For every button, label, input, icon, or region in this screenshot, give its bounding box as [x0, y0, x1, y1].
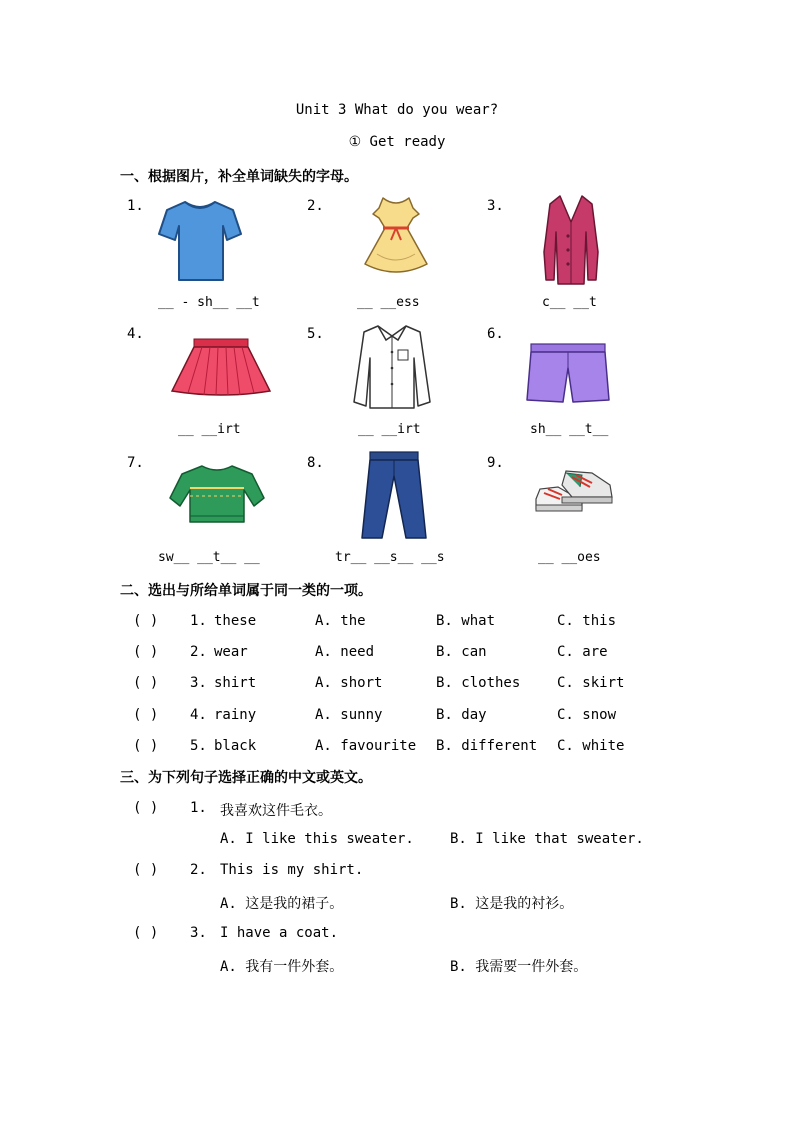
question-text: I have a coat.	[220, 925, 339, 941]
skirt-icon	[168, 337, 274, 399]
answer-blank[interactable]: ( )	[133, 613, 159, 629]
dress-icon	[357, 194, 435, 282]
item-number: 5.	[307, 326, 324, 342]
option-c: C. this	[557, 613, 617, 629]
option-a: A. favourite	[315, 738, 417, 754]
question-number: 5.	[190, 738, 207, 754]
option-a: A. short	[315, 675, 383, 691]
question-text: This is my shirt.	[220, 862, 364, 878]
answer-blank[interactable]: ( )	[133, 800, 159, 816]
section2-heading: 二、选出与所给单词属于同一类的一项。	[120, 583, 372, 599]
option-a: A. the	[315, 613, 366, 629]
option-a: A. sunny	[315, 707, 383, 723]
word-hint: __ __oes	[538, 550, 601, 565]
question-number: 1.	[190, 613, 207, 629]
question-number: 3.	[190, 675, 207, 691]
question-number: 1.	[190, 800, 207, 816]
option-a: A. 这是我的裙子。	[220, 896, 344, 912]
option-a: A. need	[315, 644, 375, 660]
word-hint: c__ __t	[542, 295, 597, 310]
option-b: B. 我需要一件外套。	[450, 959, 588, 975]
option-b: B. clothes	[436, 675, 521, 691]
shorts-icon	[525, 342, 611, 404]
option-a: A. I like this sweater.	[220, 831, 414, 847]
answer-blank[interactable]: ( )	[133, 862, 159, 878]
item-number: 6.	[487, 326, 504, 342]
given-word: wear	[214, 644, 248, 660]
option-b: B. what	[436, 613, 496, 629]
page-subtitle: ① Get ready	[348, 134, 446, 150]
item-number: 2.	[307, 198, 324, 214]
item-number: 4.	[127, 326, 144, 342]
sweater-icon	[168, 462, 266, 526]
word-hint: __ __ess	[357, 295, 420, 310]
question-text: 我喜欢这件毛衣。	[220, 803, 332, 819]
given-word: shirt	[214, 675, 257, 691]
answer-blank[interactable]: ( )	[133, 675, 159, 691]
answer-blank[interactable]: ( )	[133, 707, 159, 723]
shoes-icon	[532, 465, 616, 523]
answer-blank[interactable]: ( )	[133, 925, 159, 941]
question-number: 2.	[190, 862, 207, 878]
t-shirt-icon	[157, 196, 243, 286]
option-c: C. skirt	[557, 675, 625, 691]
coat-icon	[540, 192, 602, 288]
word-hint: __ __irt	[358, 422, 421, 437]
option-b: B. different	[436, 738, 538, 754]
shirt-icon	[350, 322, 434, 412]
item-number: 9.	[487, 455, 504, 471]
section1-heading: 一、根据图片，补全单词缺失的字母。	[120, 169, 358, 185]
given-word: these	[214, 613, 257, 629]
question-number: 3.	[190, 925, 207, 941]
given-word: black	[214, 738, 257, 754]
word-hint: tr__ __s__ __s	[335, 550, 445, 565]
question-number: 4.	[190, 707, 207, 723]
item-number: 7.	[127, 455, 144, 471]
item-number: 8.	[307, 455, 324, 471]
page-title: Unit 3 What do you wear?	[295, 102, 499, 118]
trousers-icon	[360, 450, 428, 542]
given-word: rainy	[214, 707, 257, 723]
answer-blank[interactable]: ( )	[133, 644, 159, 660]
option-c: C. white	[557, 738, 625, 754]
question-number: 2.	[190, 644, 207, 660]
section3-heading: 三、为下列句子选择正确的中文或英文。	[120, 770, 372, 786]
answer-blank[interactable]: ( )	[133, 738, 159, 754]
option-b: B. day	[436, 707, 487, 723]
word-hint: sw__ __t__ __	[158, 550, 260, 565]
word-hint: __ - sh__ __t	[158, 295, 260, 310]
option-c: C. snow	[557, 707, 617, 723]
option-b: B. 这是我的衬衫。	[450, 896, 574, 912]
option-b: B. I like that sweater.	[450, 831, 644, 847]
option-b: B. can	[436, 644, 487, 660]
option-a: A. 我有一件外套。	[220, 959, 344, 975]
item-number: 1.	[127, 198, 144, 214]
option-c: C. are	[557, 644, 608, 660]
word-hint: __ __irt	[178, 422, 241, 437]
word-hint: sh__ __t__	[530, 422, 609, 437]
item-number: 3.	[487, 198, 504, 214]
